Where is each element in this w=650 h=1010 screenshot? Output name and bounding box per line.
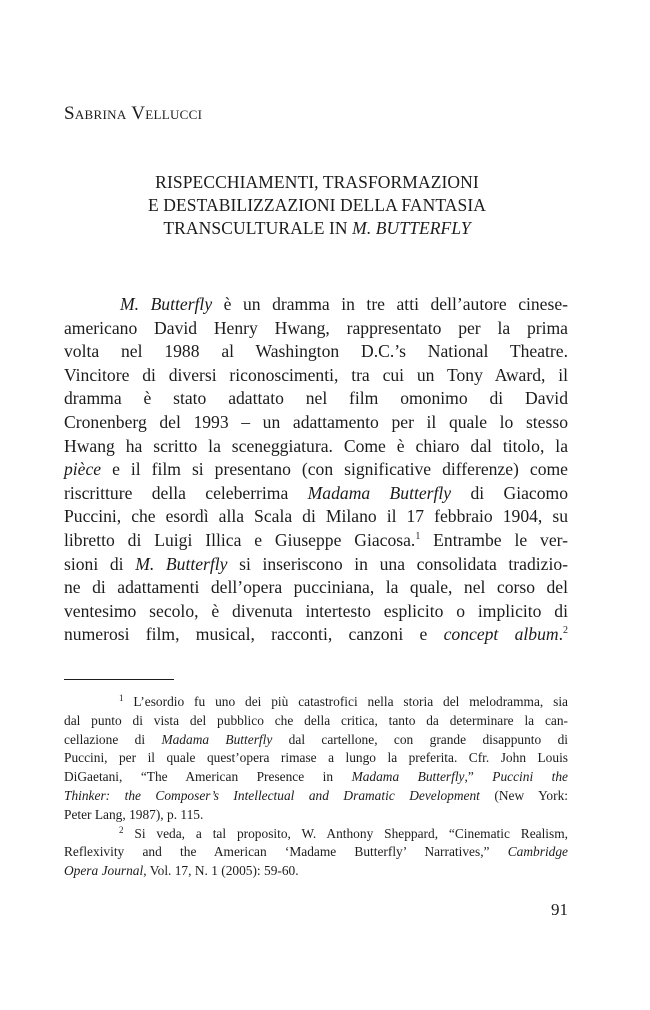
footnote-ref[interactable]: 1 xyxy=(415,530,421,542)
footnote-line: cellazione di Madama Butterfly dal cartellone, con grande disappunto di xyxy=(64,731,568,747)
footnote-separator xyxy=(64,679,174,680)
body-line: Cronenberg del 1993 – un adattamento per il quale lo stesso xyxy=(64,411,568,432)
title-line xyxy=(64,217,570,240)
body-line: numerosi film, musical, racconti, canzoni e concept album.$^2$ xyxy=(64,624,568,645)
footnote-line: Peter Lang, 1987), p. 115. xyxy=(64,806,204,822)
body-paragraph xyxy=(64,293,568,647)
footnote-line: dal punto di vista del pubblico che della critica, tanto da determinare la can- xyxy=(64,712,568,728)
body-line: Hwang ha scritto la sceneggiatura. Come è chiaro dal titolo, la xyxy=(64,435,568,456)
body-line: sioni di M. Butterfly si inseriscono in una consolidata tradizio- xyxy=(64,553,569,574)
title-line: RISPECCHIAMENTI, TRASFORMAZIONI xyxy=(155,172,479,192)
footnotes xyxy=(64,693,568,881)
footnote-mark: 1 xyxy=(119,693,124,703)
body-line: libretto di Luigi Illica e Giuseppe Giacosa.$^1$ Entrambe le ver- xyxy=(64,529,568,550)
footnote-ref[interactable]: 2 xyxy=(563,625,568,637)
body-line: M. Butterfly è un dramma in tre atti dell’autore cinese- xyxy=(120,294,569,314)
body-line: ne di adattamenti dell’opera pucciniana, la quale, nel corso del xyxy=(64,577,568,598)
title-line: E DESTABILIZZAZIONI DELLA FANTASIA xyxy=(147,195,487,215)
body-line: ventesimo secolo, è divenuta intertesto esplicito o implicito di xyxy=(64,600,568,621)
author-name: Sabrina Vellucci xyxy=(64,103,203,124)
footnote-mark: 2 xyxy=(119,824,124,835)
footnote-line: Thinker: the Composer’s Intellectual and Dramatic Development (New York: xyxy=(64,787,568,803)
title-italic: M. BUTTERFLY xyxy=(352,218,471,238)
footnote-line: Opera Journal, Vol. 17, N. 1 (2005): 59-60. xyxy=(64,863,299,879)
body-line: riscritture della celeberrima Madama Butterfly di Giacomo xyxy=(64,482,568,503)
footnote-1: $^1$ L’esordio fu uno dei più catastrofici nella storia del melodramma, sia xyxy=(119,693,568,709)
footnote-2: $^2$ Si veda, a tal proposito, W. Anthony Sheppard, “Cinematic Realism, xyxy=(119,824,568,841)
body-line: volta nel 1988 al Washington D.C.’s National Theatre. xyxy=(64,341,568,362)
body-line: Vincitore di diversi riconoscimenti, tra cui un Tony Award, il xyxy=(64,364,568,385)
footnote-line: Puccini, per il quale quest’opera rimase a lungo la preferita. Cfr. John Louis xyxy=(64,750,568,766)
body-line: Puccini, che esordì alla Scala di Milano il 17 febbraio 1904, su xyxy=(64,506,568,527)
title-text: TRANSCULTURALE IN xyxy=(163,218,353,238)
body-line: dramma è stato adattato nel film omonimo di David xyxy=(64,388,568,409)
article-title xyxy=(64,171,570,240)
page-number: 91 xyxy=(551,900,568,919)
body-line: pièce e il film si presentano (con significative differenze) come xyxy=(64,459,568,480)
footnote-line: DiGaetani, “The American Presence in Madama Butterfly,” Puccini the xyxy=(64,769,568,785)
body-line: americano David Henry Hwang, rappresentato per la prima xyxy=(64,317,568,338)
footnote-line: Reflexivity and the American ‘Madame Butterfly’ Narratives,” Cambridge xyxy=(64,844,568,860)
